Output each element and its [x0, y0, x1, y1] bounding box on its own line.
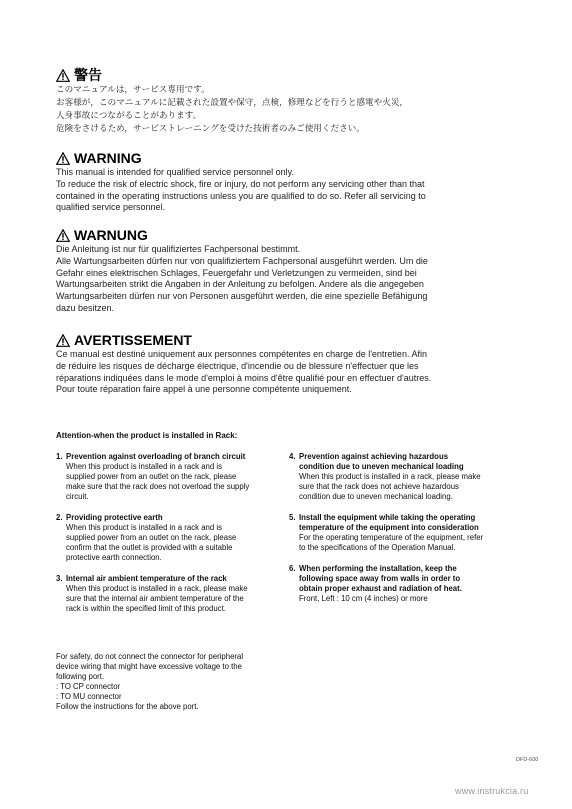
rack-item-body-line: When this product is installed in a rack, please make: [66, 584, 248, 593]
rack-item-number: 5.: [289, 513, 296, 522]
warning-section-fr: [56, 332, 476, 396]
body-line: de réduire les risques de décharge électrique, d'incendie ou de blessure n'effectuer que les: [56, 360, 419, 371]
section-title-text: WARNUNG: [74, 227, 148, 243]
rack-item-title: [56, 574, 294, 584]
note-line: device wiring that might have excessive voltage to the: [56, 662, 242, 671]
body-line: Wartungsarbeiten dürfen nur von Personen ausgeführt werden, die eine spezielle Befähigung: [56, 291, 428, 302]
body-line: contained in the operating instructions unless you are qualified to do so. Refer all servicing to: [56, 190, 426, 201]
warning-triangle-icon: [56, 229, 70, 242]
rack-item-body-line: confirm that the outlet is provided with a suitable: [66, 543, 233, 552]
warning-section-en: [56, 150, 476, 214]
rack-item: [56, 452, 294, 502]
rack-heading: Attention-when the product is installed in Rack:: [56, 431, 238, 440]
body-line: To reduce the risk of electric shock, fire or injury, do not perform any servicing other than that: [56, 178, 425, 189]
rack-item-title-text: obtain proper exhaust and radiation of heat.: [299, 584, 462, 593]
rack-item-number: 4.: [289, 452, 296, 461]
note-line: following port.: [56, 672, 105, 681]
rack-item-body-line: sure that the internal air ambient temperature of the: [66, 594, 244, 603]
body-line: qualified service personnel.: [56, 202, 166, 213]
section-title: [56, 227, 476, 244]
rack-item: [289, 513, 527, 553]
safety-note: [56, 652, 243, 712]
rack-item-body-line: supplied power from an outlet on the rack, please: [66, 533, 237, 542]
rack-item-body-line: make sure that the rack does not overload the supply: [66, 482, 250, 491]
rack-item-number: [289, 523, 299, 533]
rack-item-title-text: following space away from walls in order to: [299, 574, 461, 583]
rack-item-title: [289, 574, 527, 584]
warning-triangle-icon: [56, 334, 70, 347]
rack-item-body-line: When this product is installed in a rack and is: [66, 523, 223, 532]
warning-triangle-icon: [56, 69, 70, 82]
body-line: This manual is intended for qualified service personnel only.: [56, 167, 294, 177]
rack-item: [289, 564, 527, 604]
body-line: réparations indiquées dans le mode d'emploi à moins d'être qualifié pour en effectuer d'autres.: [56, 372, 432, 383]
body-line: Pour toute réparation faire appel à une personne compétente uniquement.: [56, 384, 352, 395]
rack-item-title: [289, 564, 527, 574]
rack-item-body-line: When this product is installed in a rack and is: [66, 462, 223, 471]
note-line: Follow the instructions for the above port.: [56, 702, 199, 711]
warning-section-jp: [56, 67, 476, 136]
rack-item-title: [289, 513, 527, 523]
rack-item-title: [289, 462, 527, 472]
rack-item-title-text: temperature of the equipment into consideration: [299, 523, 479, 532]
rack-items-right: [289, 452, 527, 615]
rack-item-body-line: When this product is installed in a rack, please make: [299, 472, 481, 481]
rack-item-title-text: Prevention against overloading of branch circuit: [66, 452, 246, 461]
rack-item-title: [56, 513, 294, 523]
rack-item-title: [289, 523, 527, 533]
section-title: [56, 150, 476, 167]
section-title-text: AVERTISSEMENT: [74, 332, 192, 348]
page-code: DFD-600: [516, 757, 539, 763]
rack-item-title: [289, 452, 527, 462]
rack-item-body-line: rack is within the specified limit of this product.: [66, 604, 226, 613]
body-line: dazu besitzen.: [56, 302, 115, 313]
warning-triangle-icon: [56, 152, 70, 165]
rack-item-number: 2.: [56, 513, 63, 522]
rack-item-body-line: to the specifications of the Operation Manual.: [299, 543, 456, 552]
section-body: [56, 167, 476, 214]
section-body: [56, 349, 476, 396]
section-title-text: 警告: [74, 67, 102, 83]
rack-item-title-text: Providing protective earth: [66, 513, 163, 522]
section-body: [56, 84, 476, 136]
note-line: : TO CP connector: [56, 682, 121, 691]
body-line: 人身事故につながることがあります。: [56, 111, 202, 121]
body-line: Alle Wartungsarbeiten dürfen nur von qualifiziertem Fachpersonal ausgeführt werden. Um die: [56, 255, 428, 266]
rack-item-body-line: supplied power from an outlet on the rack, please: [66, 472, 237, 481]
body-line: お客様が，このマニュアルに記載された設置や保守，点検，修理などを行うと感電や火災，: [56, 98, 409, 108]
section-title-text: WARNING: [74, 150, 142, 166]
section-title: [56, 67, 476, 84]
rack-item-title-text: Internal air ambient temperature of the rack: [66, 574, 227, 583]
rack-item-number: [289, 584, 299, 594]
section-title: [56, 332, 476, 349]
rack-item-body-line: circuit.: [66, 492, 89, 501]
rack-item-title-text: Install the equipment while taking the operating: [299, 513, 476, 522]
rack-item-number: [289, 462, 299, 472]
rack-item-body-line: condition due to uneven mechanical loading.: [299, 492, 453, 501]
rack-item-body-line: sure that the rack does not achieve hazardous: [299, 482, 459, 491]
rack-item-title-text: Prevention against achieving hazardous: [299, 452, 449, 461]
body-line: Ce manual est destiné uniquement aux personnes compétentes en charge de l'entretien. Afin: [56, 349, 427, 359]
rack-item: [56, 513, 294, 563]
rack-item: [56, 574, 294, 614]
body-line: 危険をさけるため，サービストレーニングを受けた技術者のみご使用ください。: [56, 124, 365, 134]
body-line: Wartungsarbeiten strikt die Angaben in der Anleitung zu befolgen. Andere als die angegeben: [56, 279, 424, 290]
rack-item: [289, 452, 527, 502]
body-line: このマニュアルは，サービス専用です。: [56, 85, 210, 95]
note-line: : TO MU connector: [56, 692, 122, 701]
rack-items-left: [56, 452, 294, 625]
rack-item-title: [56, 452, 294, 462]
rack-item-body-line: Front, Left : 10 cm (4 inches) or more: [299, 594, 428, 603]
rack-item-number: 1.: [56, 452, 63, 461]
rack-item-number: 6.: [289, 564, 296, 573]
rack-item-number: 3.: [56, 574, 63, 583]
rack-item-title-text: condition due to uneven mechanical loading: [299, 462, 464, 471]
rack-item-number: [289, 574, 299, 584]
section-body: [56, 244, 476, 315]
body-line: Die Anleitung ist nur für qualifiziertes Fachpersonal bestimmt.: [56, 244, 301, 254]
rack-item-title-text: When performing the installation, keep the: [299, 564, 457, 573]
body-line: Gefahr eines elektrischen Schlages, Feuergefahr und Verletzungen zu vermeiden, sind bei: [56, 267, 417, 278]
note-line: For safety, do not connect the connector for peripheral: [56, 652, 244, 661]
watermark: www.instrukcia.ru: [455, 786, 529, 796]
rack-item-title: [289, 584, 527, 594]
rack-item-body-line: protective earth connection.: [66, 553, 162, 562]
rack-item-body-line: For the operating temperature of the equipment, refer: [299, 533, 484, 542]
warning-section-de: [56, 227, 476, 315]
